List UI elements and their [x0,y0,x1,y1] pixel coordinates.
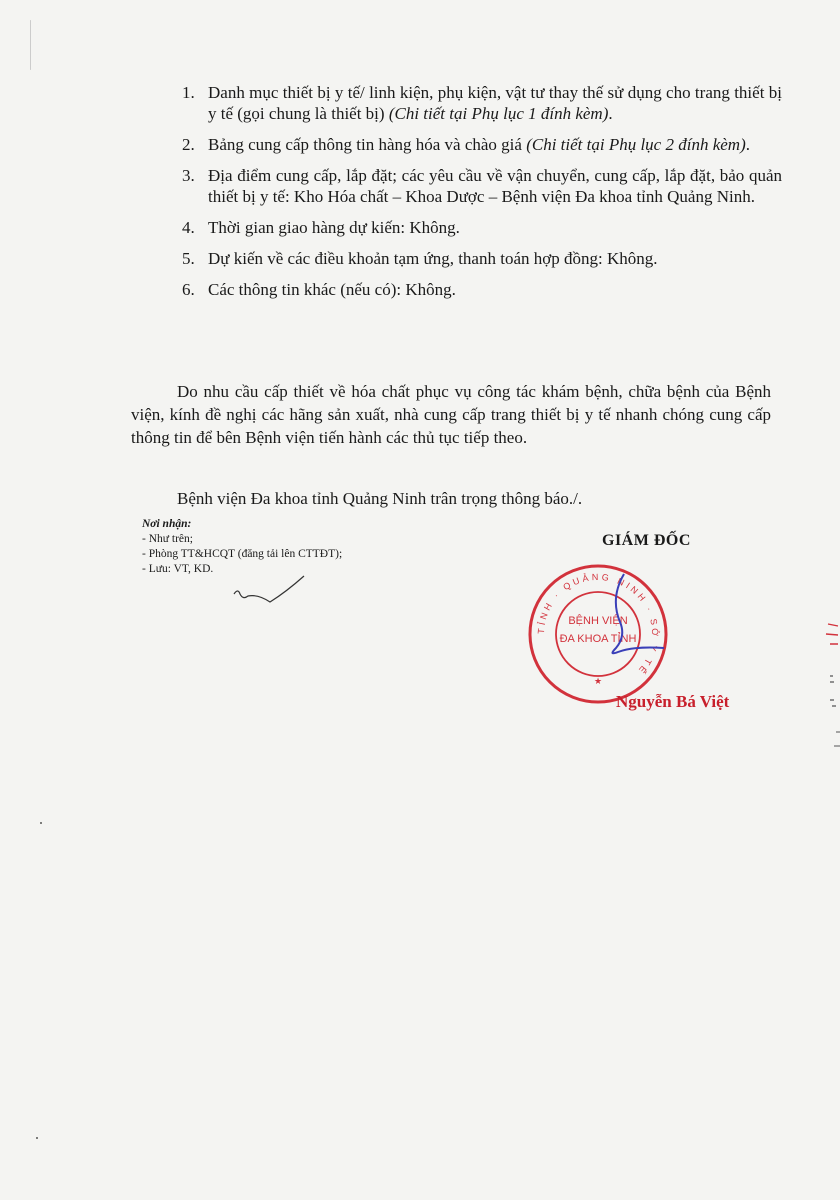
item-text: Dự kiến về các điều khoản tạm ứng, thanh toán hợp đồng: Không. [208,249,658,268]
item-tail: . [608,104,613,123]
initial-mark-icon [228,568,318,610]
scan-speck [40,822,42,824]
seal-line-1: BỆNH VIỆN [568,615,628,627]
recipient-line: - Như trên; [142,533,193,545]
list-item [182,134,782,155]
item-number: 2. [182,135,195,154]
signature-title: GIÁM ĐỐC [602,532,691,549]
scan-speck [36,1137,38,1139]
item-number: 1. [182,83,195,102]
recipient-line: - Phòng TT&HCQT (đăng tải lên CTTĐT); [142,548,343,560]
recipients-heading: Nơi nhận: [142,518,192,530]
item-text: Bảng cung cấp thông tin hàng hóa và chào giá [208,135,527,154]
request-paragraph: Do nhu cầu cấp thiết về hóa chất phục vụ công tác khám bệnh, chữa bệnh của Bệnh viện, kính đề nghị các hãng sản xuất, nhà cung cấp trang thiết bị y tế nhanh chóng cung cấp thông tin để bên Bệnh viện tiến hành các thủ tục tiếp theo. [131,382,771,447]
list-item [182,279,782,300]
item-text: Địa điểm cung cấp, lắp đặt; các yêu cầu về vận chuyển, cung cấp, lắp đặt, bảo quản thiết bị y tế: Kho Hóa chất – Khoa Dược – Bệnh viện Đa khoa tỉnh Quảng Ninh. [208,166,782,206]
list-item [182,82,782,124]
scan-edge-line [30,20,31,70]
item-italic-note: (Chi tiết tại Phụ lục 1 đính kèm) [388,104,609,123]
list-item [182,217,782,238]
numbered-list [182,82,782,310]
item-text: Danh mục thiết bị y tế/ linh kiện, phụ kiện, vật tư thay thế sử dụng cho trang thiết bị y tế (gọi chung là thiết bị) [208,83,782,123]
item-tail: . [745,135,750,154]
item-number: 3. [182,166,195,185]
seal-ring-text: TỈNH · QUẢNG NINH · SỞ Y TẾ [535,571,661,678]
signer-name: Nguyễn Bá Việt [616,692,730,711]
item-italic-note: (Chi tiết tại Phụ lục 2 đính kèm) [526,135,746,154]
svg-text:★: ★ [593,677,603,687]
closing-paragraph: Bệnh viện Đa khoa tỉnh Quảng Ninh trân trọng thông báo./. [177,489,583,508]
item-text: Thời gian giao hàng dự kiến: Không. [208,218,460,237]
list-item [182,165,782,207]
seal-line-2: ĐA KHOA TỈNH [559,633,637,645]
recipient-line: - Lưu: VT, KD. [142,563,214,575]
partial-seal-edge-icon [808,620,840,760]
official-seal-icon [524,560,672,708]
item-number: 6. [182,280,195,299]
list-item [182,248,782,269]
item-number: 4. [182,218,195,237]
item-text: Các thông tin khác (nếu có): Không. [208,280,456,299]
item-number: 5. [182,249,195,268]
